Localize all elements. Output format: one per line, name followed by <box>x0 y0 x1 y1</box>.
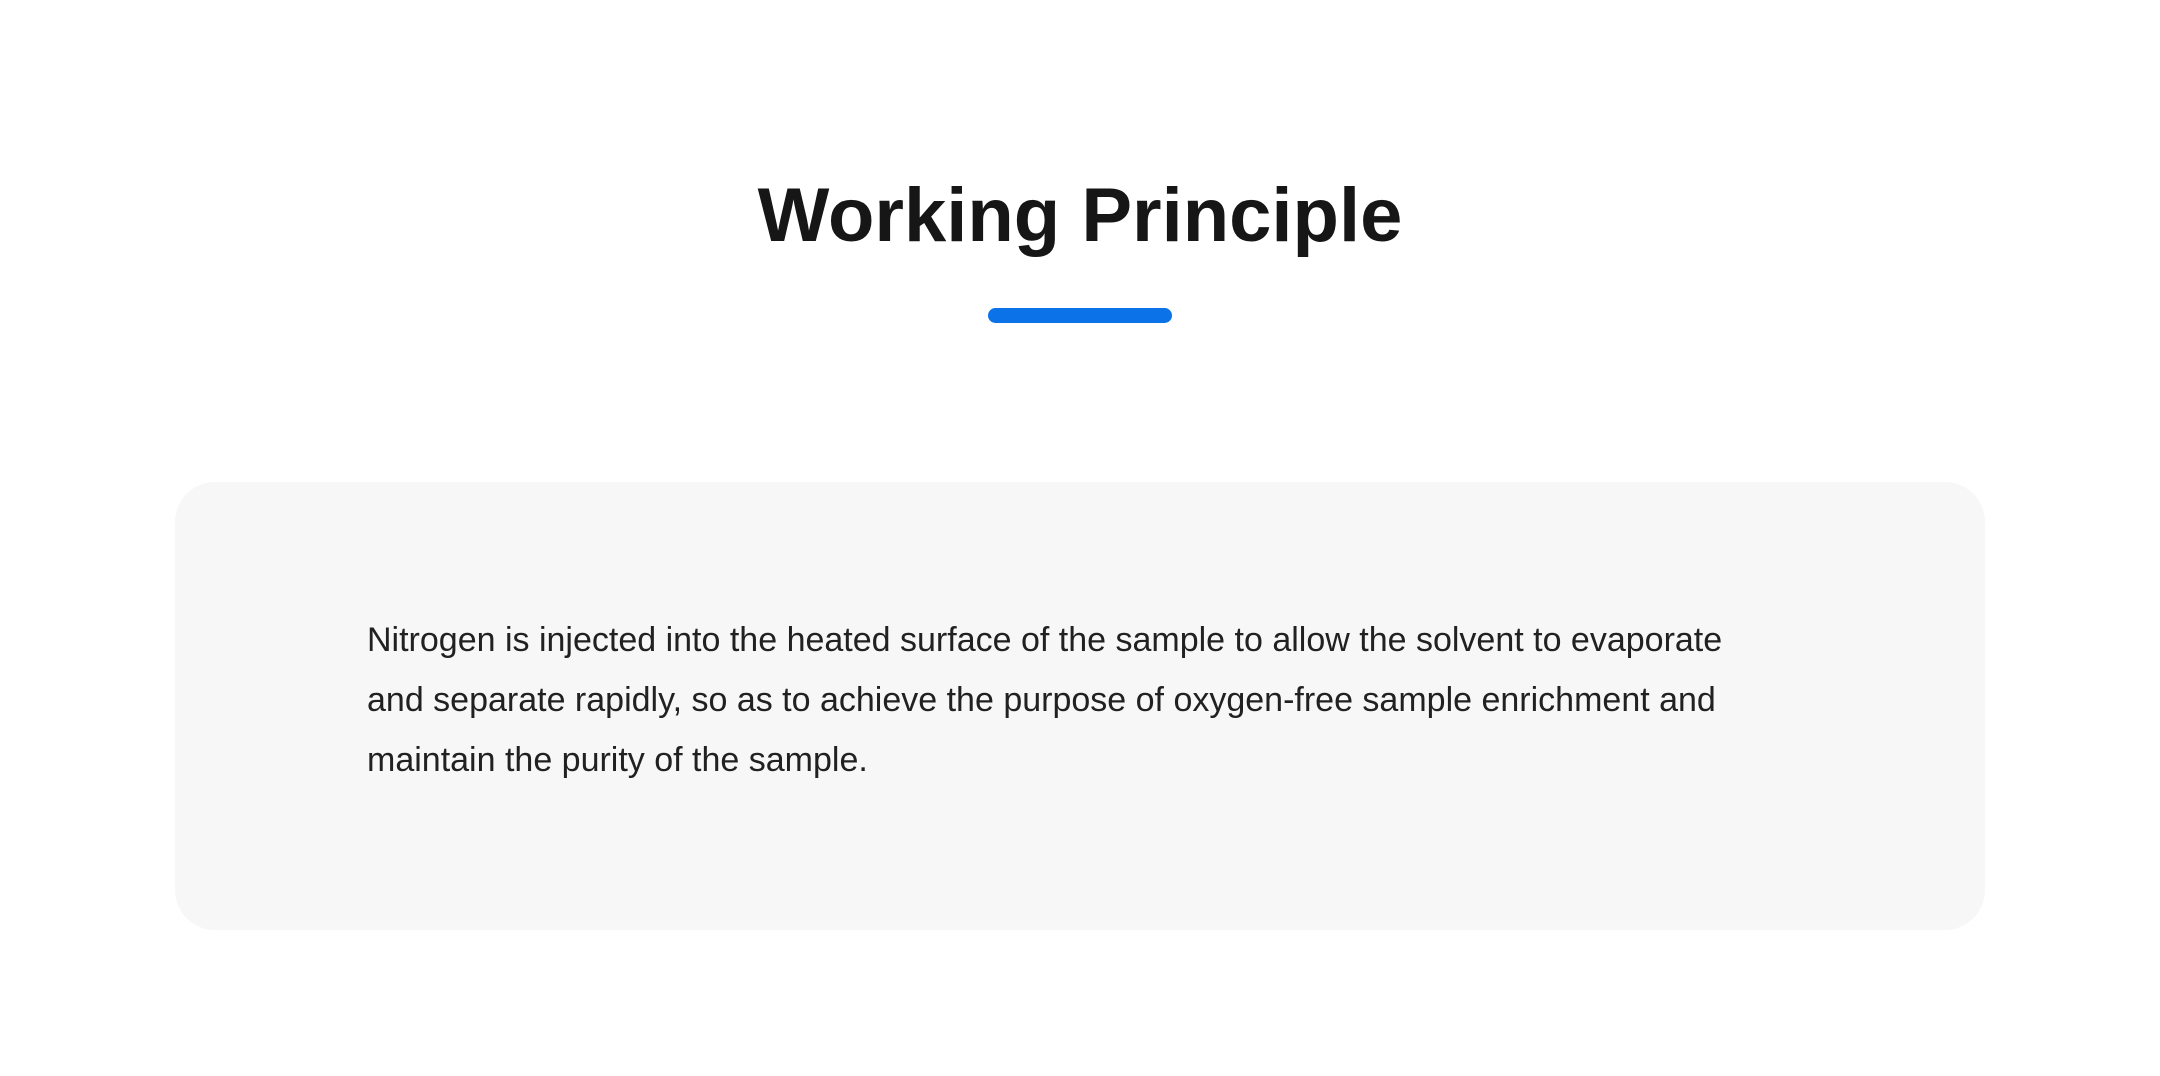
title-underline-divider <box>988 308 1172 323</box>
paragraph-line: and separate rapidly, so as to achieve the purpose of oxygen-free sample enrichment and <box>367 681 1716 719</box>
description-card <box>175 482 1985 930</box>
paragraph-line: maintain the purity of the sample. <box>367 741 868 779</box>
description-paragraph <box>367 610 1825 790</box>
section-title: Working Principle <box>757 173 1403 258</box>
paragraph-line: Nitrogen is injected into the heated surface of the sample to allow the solvent to evaporate <box>367 621 1723 659</box>
